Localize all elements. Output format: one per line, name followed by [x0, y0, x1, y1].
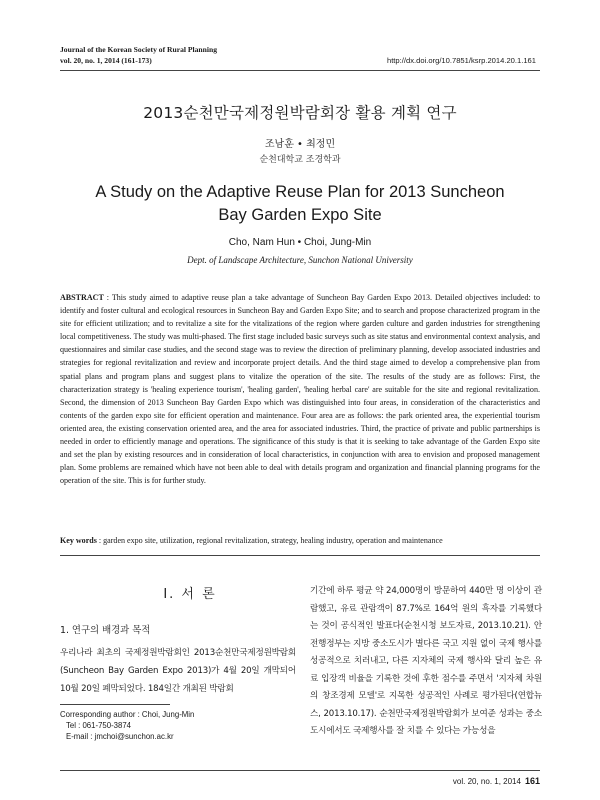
doi-link[interactable]: http://dx.doi.org/10.7851/ksrp.2014.20.1.161: [386, 56, 536, 65]
korean-authors: 조남훈 • 최정민: [264, 139, 336, 150]
keywords: [60, 536, 540, 545]
right-column-text: 기간에 하루 평균 약 24,000명이 방문하여 440만 명 이상이 관람했고, 유료 관람객이 87.7%로 164억 원의 흑자를 기록했다는 것이 공식적인 발표다(순천시청 보도자료, 2013.10.21). 안전행정부는 지방 중소도시가 별다른 국고 지원 없이 국제 행사를 성공적으로 치러내고, 다른 지자체의 국제 행사와 달리 높은 유료 입장객 비율을 기록한 것에 후한 점수를 주면서 '지자체 차원의 창조경제 모델'로 지목한 성공적인 사례로 평가된다(연합뉴스, 2013.10.17). 순천만국제정원박람회가 보여준 성과는 중소도시에서도 국제행사를 잘 치를 수 있다는 가능성을: [310, 586, 542, 736]
footnote-email: E-mail : jmchoi@sunchon.ac.kr: [66, 732, 174, 741]
abstract-body: : This study aimed to adaptive reuse plan a take advantage of Suncheon Bay Garden Expo 2013. Detailed objectives included: to identify and foster cultural and ecological resources in Suncheon Bay and Garden Expo Site; and to search and propose characterized program in the site for efficient utilization; and to revitalize a site for the vitalizations of the region where garden culture and garden industries for strengthening local competitiveness. The study was multi-phased. The first stage included basic surveys such as site status and environmental context analysis, and questionnaires and similar case studies, and the second stage was to review the direction of preliminary planning, develop associated industries and strategies for regional revitalization and review and incorporate project details. And the third stage aimed to develop a comprehensive plan from spatial plans and program plans and suggest plans to vitalize the operation of the site. The results of the study are as follows: First, the characterization strategy is 'healing experience tourism', 'healing garden', 'healing herbal care' are suitable for the site and regional revitalization. Second, the dimension of 2013 Suncheon Bay Garden Expo which was distinguished into four areas, in consideration of the characteristics and contents of the garden expo site for efficient operation and maintenance. Four area are as follows: the park oriented area, the experiential tourism oriented area, the existing conservation oriented area, and the area for associated industries. Third, the practice of private and public partnerships is needed in order to efficiently manage and operations. The significance of this study is that it is seeking to take advantage of the Garden Expo site and set the plan by existing resources and in consideration of local characteristics, in conjunction with area to envision and proposed management plan. Some problems are remained which have not been able to deal with details program and organization and financial planning programs for the operation of the site. This is for further study.: [60, 293, 540, 486]
korean-affiliation: 순천대학교 조경학과: [259, 155, 341, 165]
subsection-heading: 1. 연구의 배경과 목적: [60, 625, 151, 636]
english-title: A Study on the Adaptive Reuse Plan for 2013 Suncheon Bay Garden Expo Site: [95, 183, 505, 224]
footnote-divider: [60, 704, 170, 705]
journal-volume: vol. 20, no. 1, 2014 (161-173): [60, 56, 152, 65]
page-number: 161: [524, 776, 540, 786]
page-footer: [453, 776, 540, 786]
keywords-body: : garden expo site, utilization, regional revitalization, strategy, healing industry, operation and maintenance: [96, 536, 443, 545]
journal-name: Journal of the Korean Society of Rural Planning: [60, 45, 218, 54]
journal-header: [60, 44, 217, 66]
english-authors: Cho, Nam Hun • Choi, Jung-Min: [228, 237, 372, 248]
footnote: [60, 709, 194, 742]
korean-title: 2013순천만국제정원박람회장 활용 계획 연구: [143, 104, 457, 122]
header-divider: [60, 70, 540, 71]
abstract-label: ABSTRACT: [60, 293, 104, 302]
footer-volume: vol. 20, no. 1, 2014: [452, 777, 521, 786]
left-column-text: 우리나라 최초의 국제정원박람회인 2013순천만국제정원박람회(Suncheon Bay Garden Expo 2013)가 4월 20일 개막되어 10월 20일 폐막되었다. 184일간 개최된 박람회: [60, 648, 296, 694]
section-heading: I. 서 론: [163, 587, 217, 602]
keywords-divider: [60, 555, 540, 556]
english-affiliation: Dept. of Landscape Architecture, Sunchon National University: [187, 255, 413, 265]
footnote-tel: Tel : 061-750-3874: [66, 721, 132, 730]
abstract: [60, 291, 540, 487]
keywords-label: Key words: [60, 536, 97, 545]
page-footer-divider: [60, 770, 540, 771]
footnote-author: Corresponding author : Choi, Jung-Min: [60, 710, 195, 719]
